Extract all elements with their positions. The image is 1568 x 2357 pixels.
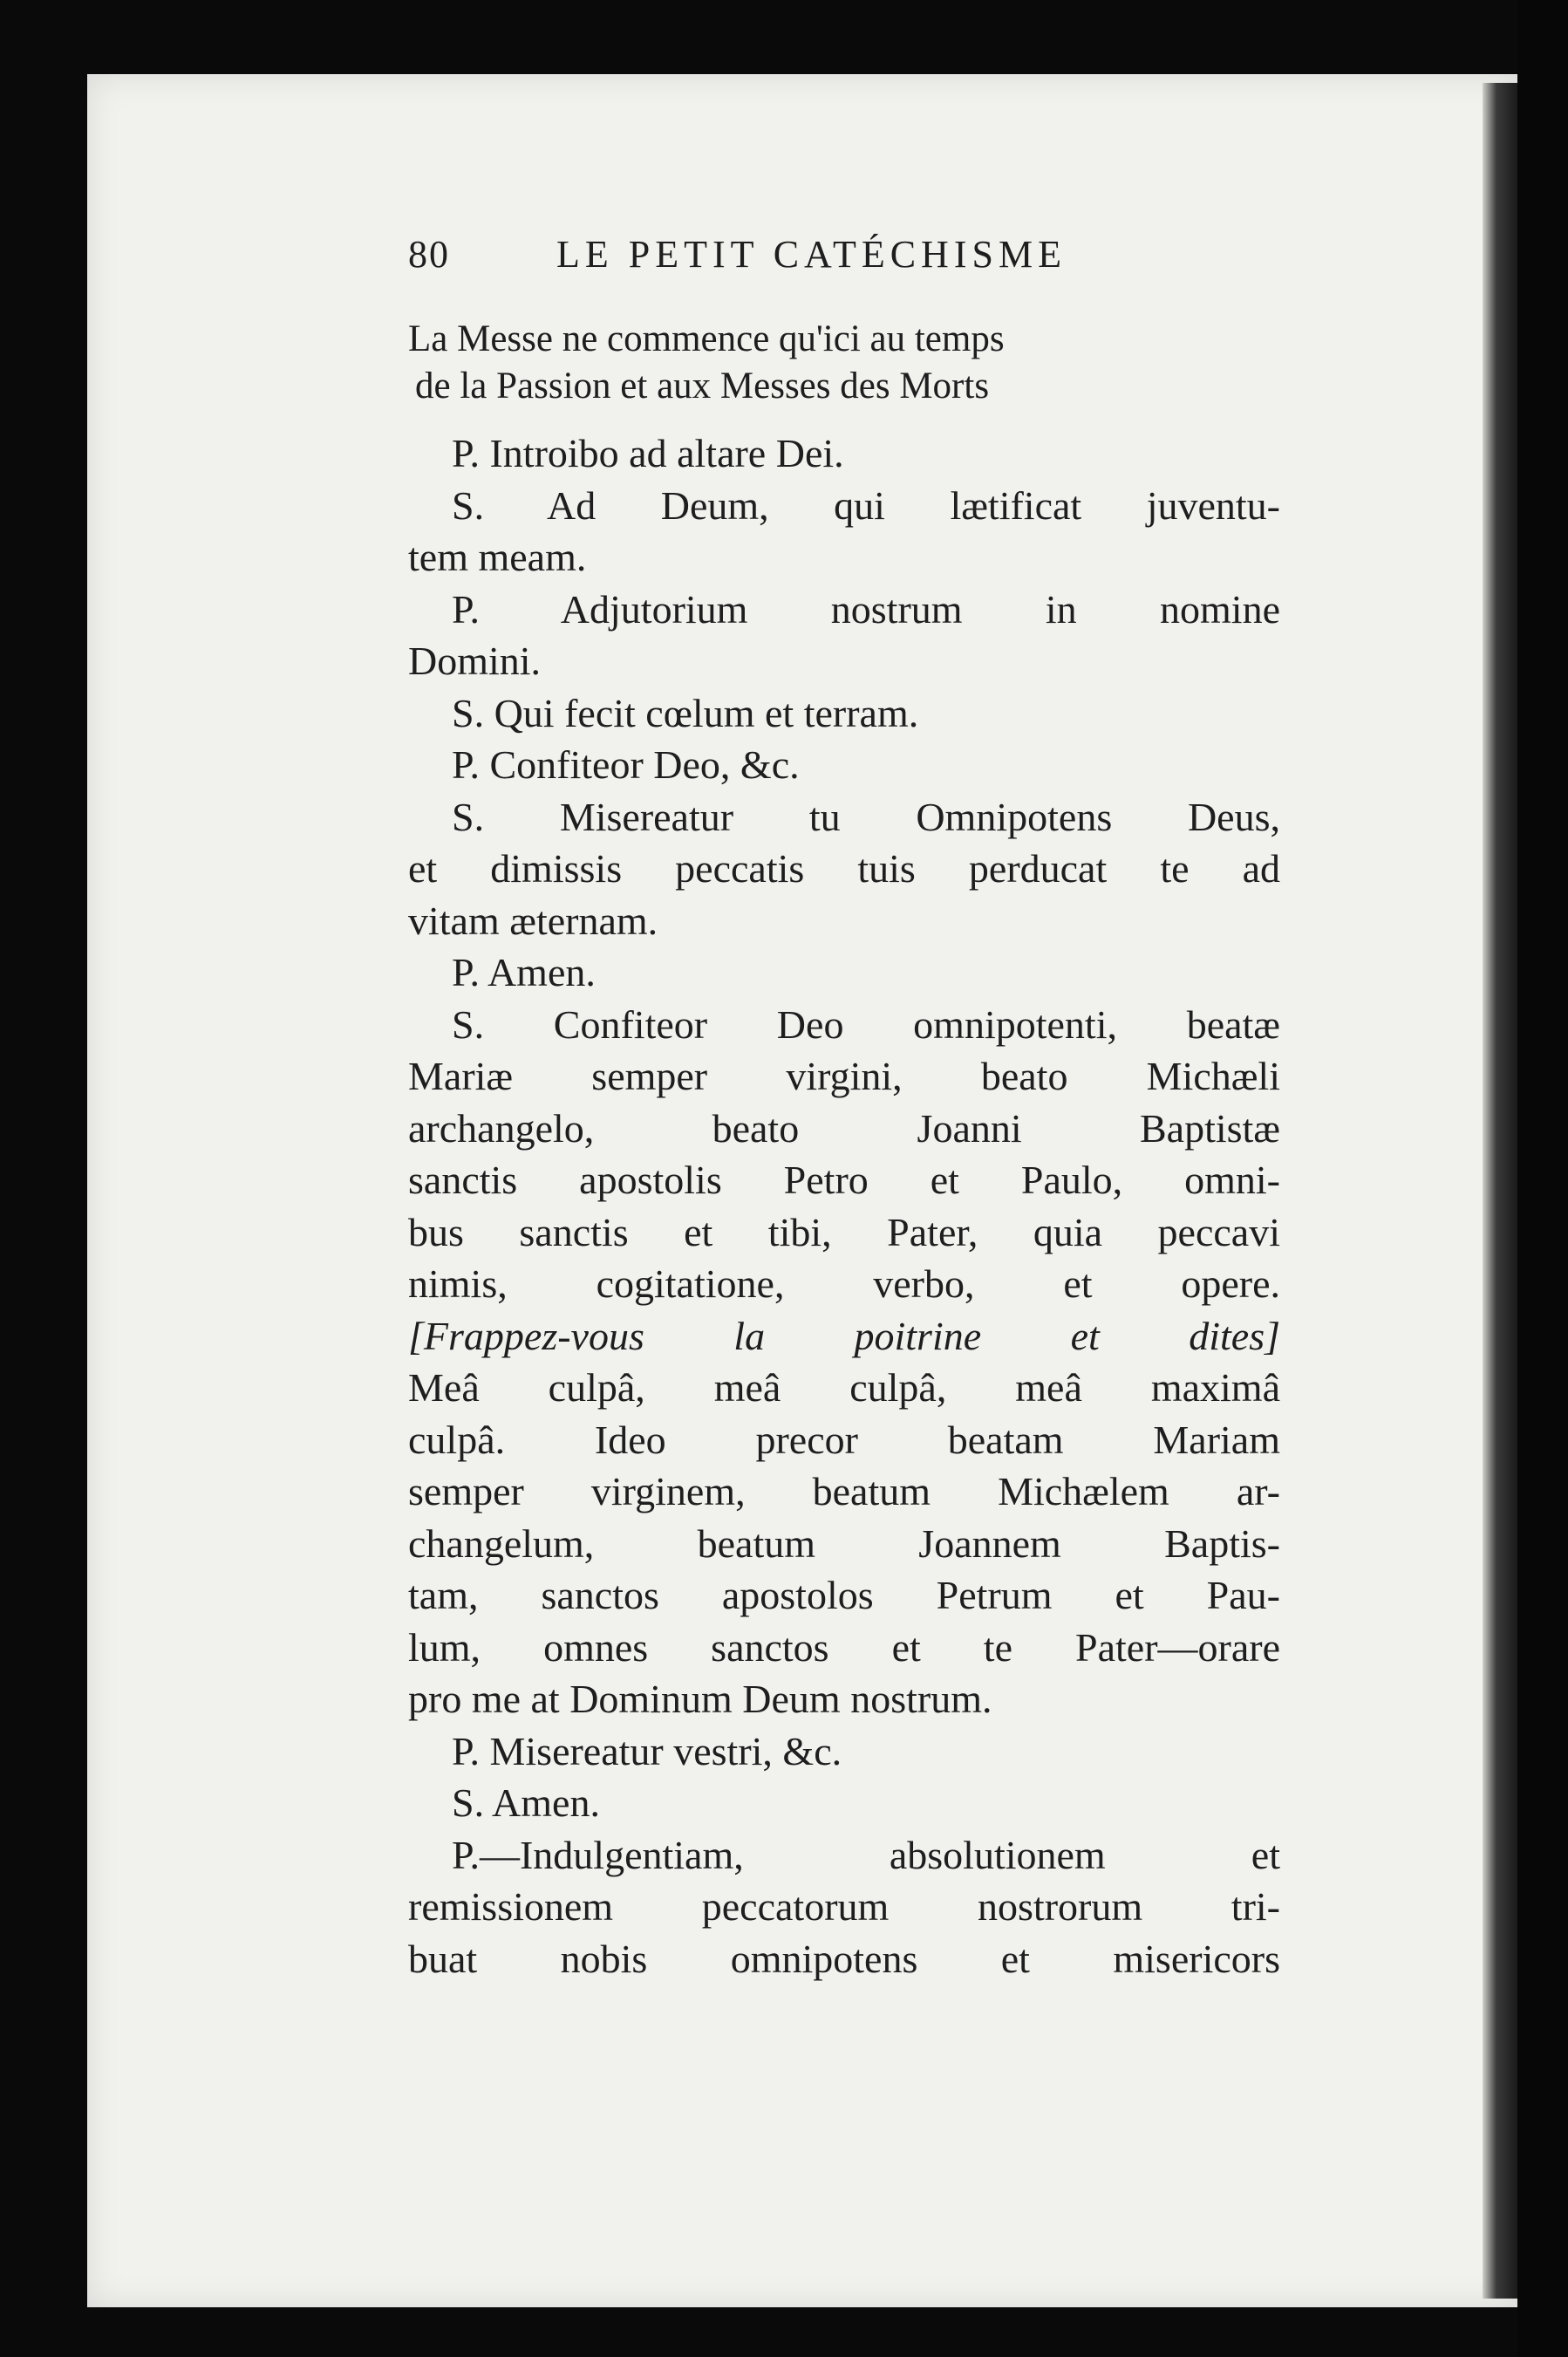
dialogue-line xyxy=(408,687,1280,740)
text-line: culpâ. Ideo precor beatam Mariam xyxy=(408,1417,1280,1462)
dialogue-line xyxy=(408,1829,1280,1985)
text-line: buat nobis omnipotens et misericors xyxy=(408,1936,1280,1981)
text-line: remissionem peccatorum nostrorum tri- xyxy=(408,1884,1280,1929)
text-line: tam, sanctos apostolos Petrum et Pau- xyxy=(408,1573,1280,1617)
note-line: La Messe ne commence qu'ici au temps xyxy=(408,318,1005,359)
text-line: sanctis apostolis Petro et Paulo, omni- xyxy=(408,1158,1280,1202)
dialogue-line xyxy=(408,1777,1280,1829)
running-header xyxy=(408,229,1280,290)
text-line: P. Amen. xyxy=(452,950,596,994)
running-title: LE PETIT CATÉCHISME xyxy=(556,233,1067,276)
text-line: P.—Indulgentiam, absolutionem et xyxy=(452,1832,1280,1877)
rubric-note xyxy=(408,316,1280,410)
text-line: P. Introibo ad altare Dei. xyxy=(452,431,844,475)
dialogue-line xyxy=(408,791,1280,947)
text-line: S. Qui fecit cœlum et terram. xyxy=(452,690,919,735)
text-line: P. Misereatur vestri, &c. xyxy=(452,1728,842,1773)
text-line: et dimissis peccatis tuis perducat te ad xyxy=(408,846,1280,891)
note-line: de la Passion et aux Messes des Morts xyxy=(415,366,990,406)
text-line: vitam æternam. xyxy=(408,898,658,943)
text-line: S. Confiteor Deo omnipotenti, beatæ xyxy=(452,1001,1280,1047)
text-line: pro me at Dominum Deum nostrum. xyxy=(408,1677,992,1721)
dialogue-line xyxy=(408,480,1280,584)
text-line: changelum, beatum Joannem Baptis- xyxy=(408,1520,1280,1566)
text-line: P. Adjutorium nostrum in nomine xyxy=(452,586,1280,632)
dialogue-line xyxy=(408,946,1280,999)
dialogue-line xyxy=(408,739,1280,791)
text-line: tem meam. xyxy=(408,535,587,579)
text-line: Domini. xyxy=(408,639,542,683)
text-line: semper virginem, beatum Michælem ar- xyxy=(408,1469,1280,1513)
page-edge-shadow xyxy=(1483,83,1517,2299)
text-line: bus sanctis et tibi, Pater, quia peccavi xyxy=(408,1209,1280,1254)
text-line: nimis, cogitatione, verbo, et opere. xyxy=(408,1261,1280,1306)
text-line: lum, omnes sanctos et te Pater—orare xyxy=(408,1624,1280,1670)
text-line: Meâ culpâ, meâ culpâ, meâ maximâ xyxy=(408,1365,1280,1410)
page-text xyxy=(408,229,1280,1985)
text-line: S. Ad Deum, qui lætificat juventu- xyxy=(452,482,1280,528)
dialogue-line xyxy=(408,584,1280,687)
page-number: 80 xyxy=(408,233,450,276)
confiteor-paragraph xyxy=(408,999,1280,1725)
text-line: S. Amen. xyxy=(452,1780,600,1825)
scan-background xyxy=(1517,0,1568,2357)
text-line: S. Misereatur tu Omnipotens Deus, xyxy=(452,794,1280,839)
text-line: archangelo, beato Joanni Baptistæ xyxy=(408,1105,1280,1151)
dialogue-line xyxy=(408,1725,1280,1778)
text-line: P. Confiteor Deo, &c. xyxy=(452,742,800,787)
rubric-instruction: [Frappez-vous la poitrine et dites] xyxy=(408,1313,1280,1358)
dialogue-line xyxy=(408,427,1280,480)
text-line: Mariæ semper virgini, beato Michæli xyxy=(408,1054,1280,1098)
